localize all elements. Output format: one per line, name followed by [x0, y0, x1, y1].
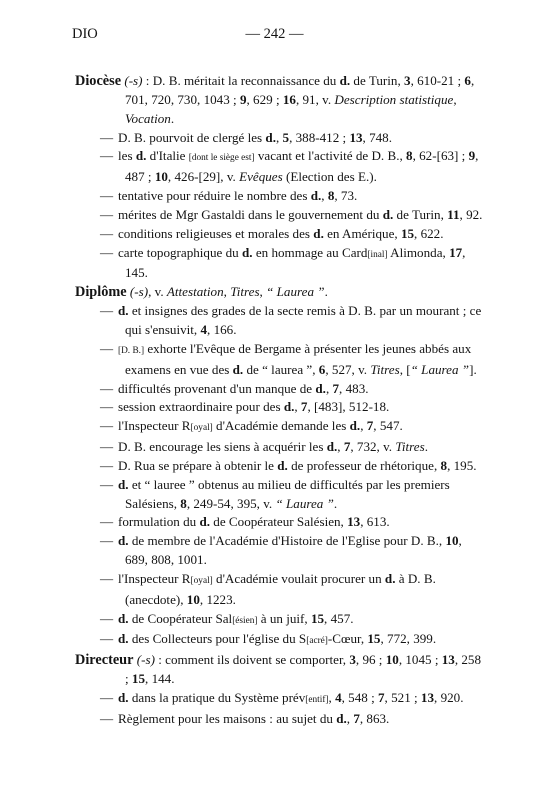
text-run: vacant et l'activité de D. B.,	[254, 148, 407, 164]
bold-ref: 9	[468, 148, 476, 164]
text-run: ,	[346, 710, 354, 726]
subentry-dash: —	[100, 380, 114, 396]
text-run: comment ils doivent se comporter,	[165, 652, 350, 668]
italic-ref: “ Laurea ”	[266, 284, 325, 300]
editorial-insertion: [ésien]	[232, 615, 258, 626]
bold-ref: 7	[353, 710, 360, 726]
bold-ref: d.	[313, 225, 324, 241]
bold-ref: 7	[332, 380, 340, 396]
bold-ref: 6	[464, 73, 471, 88]
headword-line: Directeur (-s) : comment ils doivent se comporter, 3, 96 ; 10, 1045 ; 13, 258 ; 15, 144.	[75, 652, 482, 687]
text-run: , 610-21 ;	[410, 73, 465, 88]
text-run: , 701, 720, 730, 1043 ;	[125, 73, 475, 107]
subentry-dash: —	[100, 188, 114, 204]
subentry	[75, 417, 485, 438]
index-entries	[75, 72, 485, 729]
text-run: difficultés provenant d'un manque de	[118, 380, 316, 396]
bold-ref: 4	[200, 321, 208, 337]
text-run: , 1223.	[199, 591, 236, 607]
bold-ref: 9	[239, 91, 247, 107]
bold-ref: 13	[349, 129, 363, 145]
bold-ref: 13	[441, 652, 455, 668]
subentry-dash: —	[100, 533, 114, 549]
text-run: dans la pratique du Système prév	[128, 690, 306, 705]
bold-ref: d.	[382, 206, 394, 222]
text-run: Règlement pour les maisons : au sujet du	[118, 710, 337, 726]
text-run: et insignes des grades de la secte remis à D. B. par un mourant ; ce qui s'ensuivit,	[125, 303, 482, 337]
subentry-dash: —	[100, 690, 114, 705]
text-run: , 258 ;	[125, 652, 482, 687]
plural-suffix: (-s)	[129, 284, 149, 300]
text-run: ,	[453, 91, 457, 107]
bold-ref: d.	[283, 399, 295, 415]
subentry	[75, 398, 485, 417]
text-run: .	[333, 495, 338, 511]
text-run: ,	[337, 439, 344, 455]
text-run: , 73.	[334, 188, 358, 204]
bold-ref: 7	[378, 690, 385, 705]
plural-suffix: (-s)	[124, 73, 143, 88]
text-run: de “ laurea ”,	[243, 361, 319, 377]
subentry	[75, 438, 485, 457]
text-run: session extraordinaire pour des	[118, 399, 284, 415]
headword-line: Diocèse (-s) : D. B. méritait la reconnaissance du d. de Turin, 3, 610-21 ; 6, 701, 720, 730, 1043 ; 9, 629 ; 16, 91, v. Description statistique, Vocation.	[75, 73, 475, 126]
subentry-dash: —	[100, 457, 114, 473]
editorial-insertion: [dont le siège est]	[188, 153, 255, 164]
text-run: les	[118, 148, 136, 164]
bold-ref: 7	[343, 439, 351, 455]
subentry	[75, 689, 485, 710]
text-run: formulation du	[118, 514, 200, 530]
text-run: D. B. encourage les siens à acquérir les	[118, 439, 327, 455]
bold-ref: 8	[180, 495, 187, 511]
bold-ref: 8	[440, 457, 448, 473]
subentry	[75, 476, 485, 514]
bold-ref: d.	[118, 610, 129, 626]
text-run: D. B. pourvoit de clergé les	[118, 129, 266, 145]
text-run: ,	[321, 188, 328, 204]
text-run: , 388-412 ;	[289, 129, 350, 145]
subentry-dash: —	[100, 148, 114, 164]
index-entry-diocèse	[75, 72, 485, 283]
bold-ref: 15	[131, 671, 146, 687]
bold-ref: 10	[154, 169, 168, 185]
subentry	[75, 380, 485, 399]
italic-ref: Titres	[230, 284, 260, 300]
italic-ref: Titres	[395, 439, 425, 455]
text-run: , 1045 ;	[398, 652, 442, 668]
bold-ref: 8	[327, 188, 335, 204]
text-run: -Cœur,	[327, 631, 368, 647]
subentry	[75, 570, 485, 610]
subentry	[75, 147, 485, 187]
bold-ref: 13	[420, 690, 435, 705]
italic-ref: “ Laurea ”	[410, 361, 470, 377]
text-run: , 62-[63] ;	[412, 148, 469, 164]
text-run: de Coopérateur Salésien,	[210, 514, 348, 530]
text-run: , 144.	[145, 671, 175, 687]
subentry-dash: —	[100, 206, 114, 222]
text-run: d'Académie voulait procurer un	[212, 570, 385, 586]
text-run: , 920.	[434, 690, 464, 705]
text-run: , 92.	[459, 206, 483, 222]
bold-ref: d.	[135, 148, 147, 164]
subentry-dash: —	[100, 399, 114, 415]
text-run: , 527, v.	[325, 361, 371, 377]
running-head	[72, 26, 477, 46]
headword-line: Diplôme (-s), v. Attestation, Titres, “ Laurea ”.	[75, 284, 328, 301]
text-run: D. B. méritait la reconnaissance du	[152, 73, 340, 88]
text-run: ,	[325, 380, 333, 396]
bold-ref: 5	[282, 129, 290, 145]
bold-ref: d.	[310, 188, 322, 204]
text-run: l'Inspecteur R	[118, 418, 191, 434]
subentry-dash: —	[100, 439, 114, 455]
subentry	[75, 513, 485, 532]
text-run: , 613.	[360, 514, 390, 530]
subentry	[75, 532, 485, 570]
index-entry-directeur	[75, 651, 485, 728]
subentry	[75, 302, 485, 340]
italic-ref: Titres	[370, 361, 400, 377]
bold-ref: 10	[186, 591, 200, 607]
text-run: ,	[360, 418, 367, 434]
editorial-insertion: [inal]	[367, 249, 388, 260]
bold-ref: d.	[118, 631, 129, 647]
bold-ref: 16	[282, 91, 296, 107]
bold-ref: d.	[384, 570, 396, 586]
italic-ref: Vocation	[125, 110, 171, 126]
text-run: , 457.	[324, 610, 354, 626]
text-run: , 548 ;	[341, 690, 378, 705]
text-run: exhorte l'Evêque de Bergame à présenter les jeunes abbés aux examens en vue des	[125, 340, 472, 377]
text-run: ,	[223, 284, 231, 300]
text-run: l'Inspecteur R	[118, 570, 191, 586]
text-run: en Amérique,	[323, 225, 401, 241]
bold-ref: 3	[404, 73, 411, 88]
text-run: ,	[294, 399, 301, 415]
subentry	[75, 610, 485, 631]
text-run: , 521 ;	[384, 690, 421, 705]
text-run: , 629 ;	[246, 91, 283, 107]
subentry-dash: —	[100, 631, 114, 647]
text-run: et “ lauree ” obtenus au milieu de difficultés par les premiers Salésiens,	[125, 476, 450, 511]
bold-ref: 10	[385, 652, 399, 668]
text-run: carte topographique du	[118, 244, 242, 260]
bold-ref: 4	[335, 690, 342, 705]
subentry-dash: —	[100, 244, 114, 260]
bold-ref: d.	[349, 418, 361, 434]
text-run: , 96 ;	[355, 652, 386, 668]
italic-ref: Description statistique	[334, 91, 454, 107]
text-run: , 195.	[447, 457, 477, 473]
italic-ref: Evêques	[239, 169, 283, 185]
bold-ref: d.	[339, 73, 351, 88]
editorial-insertion: [oyal]	[190, 423, 213, 434]
text-run: , 622.	[414, 225, 444, 241]
subentry-dash: —	[100, 303, 114, 319]
plural-suffix: (-s)	[136, 652, 155, 668]
text-run: d'Italie	[146, 148, 189, 164]
bold-ref: d.	[118, 476, 129, 492]
editorial-insertion: [D. B.]	[118, 345, 145, 356]
text-run: .	[324, 284, 328, 300]
text-run: , 689, 808, 1001.	[125, 533, 462, 568]
editorial-insertion: [entif]	[305, 695, 329, 705]
bold-ref: 7	[300, 399, 308, 415]
bold-ref: 7	[366, 418, 374, 434]
editorial-insertion: [oyal]	[190, 575, 213, 586]
bold-ref: d.	[315, 380, 326, 396]
bold-ref: 13	[347, 514, 361, 530]
subentry	[75, 340, 485, 380]
text-run: , 483.	[339, 380, 369, 396]
text-run: , 426-[29], v.	[167, 169, 240, 185]
text-run: , 863.	[359, 710, 390, 726]
text-run: , 166.	[207, 321, 237, 337]
editorial-insertion: [acré]	[306, 636, 328, 647]
italic-ref: “ Laurea ”	[275, 495, 334, 511]
bold-ref: d.	[118, 690, 129, 705]
bold-ref: 11	[447, 206, 460, 222]
subentry-dash: —	[100, 570, 114, 586]
text-run: Alimonda,	[387, 244, 450, 260]
headword: Diocèse	[75, 73, 122, 89]
bold-ref: 15	[310, 610, 325, 626]
index-entry-diplôme	[75, 283, 485, 651]
subentry	[75, 710, 485, 729]
text-run: d'Académie demande les	[212, 418, 350, 434]
text-run: , [	[399, 361, 411, 377]
bold-ref: 8	[406, 148, 413, 164]
subentry	[75, 457, 485, 476]
bold-ref: d.	[199, 514, 211, 530]
text-run: de professeur de rhétorique,	[287, 457, 441, 473]
headword: Directeur	[75, 652, 134, 669]
subentry-dash: —	[100, 610, 114, 626]
bold-ref: d.	[232, 361, 244, 377]
text-run: tentative pour réduire le nombre des	[118, 188, 311, 204]
bold-ref: 10	[445, 533, 459, 549]
text-run: .	[424, 439, 428, 455]
text-run: , [483], 512-18.	[307, 399, 390, 415]
text-run: D. Rua se prépare à obtenir le	[118, 457, 278, 473]
subentry-dash: —	[100, 514, 114, 530]
text-run: , 748.	[362, 129, 392, 145]
text-run: ,	[275, 129, 283, 145]
subentry	[75, 630, 485, 651]
subentry-dash: —	[100, 129, 114, 145]
text-run: ].	[469, 361, 477, 377]
text-run: en hommage au Card	[252, 244, 368, 260]
text-run: conditions religieuses et morales des	[118, 225, 314, 241]
bold-ref: 6	[318, 361, 326, 377]
text-run: des Collecteurs pour l'église du S	[128, 631, 307, 647]
bold-ref: d.	[336, 710, 347, 726]
text-run: , 732, v.	[350, 439, 396, 455]
text-run: à D. B. (anecdote),	[125, 570, 436, 607]
subentry-dash: —	[100, 225, 114, 241]
text-run: de membre de l'Académie d'Histoire de l'Eglise pour D. B.,	[128, 533, 446, 549]
text-run: mérites de Mgr Gastaldi dans le gouvernement du	[118, 206, 383, 222]
text-run: ,	[259, 284, 267, 300]
text-run: de Turin,	[350, 73, 405, 88]
text-run: de Coopérateur Sal	[128, 610, 233, 626]
subentry	[75, 129, 485, 148]
text-run: , 145.	[125, 244, 466, 281]
bold-ref: 15	[400, 225, 415, 241]
bold-ref: d.	[326, 439, 338, 455]
text-run: , 91, v.	[295, 91, 335, 107]
text-run: à un juif,	[257, 610, 311, 626]
bold-ref: d.	[277, 457, 288, 473]
text-run: , 249-54, 395, v.	[186, 495, 276, 511]
headword: Diplôme	[75, 284, 127, 301]
bold-ref: d.	[265, 129, 276, 145]
subentry-dash: —	[100, 418, 114, 434]
text-run: (Election des E.).	[282, 169, 377, 185]
bold-ref: 15	[367, 631, 381, 647]
bold-ref: 17	[449, 244, 463, 260]
text-run: de Turin,	[393, 206, 448, 222]
subentry	[75, 225, 485, 244]
subentry-dash: —	[100, 710, 114, 726]
bold-ref: d.	[118, 533, 129, 549]
page-number: — 242 —	[245, 26, 304, 42]
subentry-dash: —	[100, 476, 114, 492]
text-run: .	[170, 110, 175, 126]
running-head-letters: DIO	[72, 26, 98, 42]
bold-ref: d.	[241, 244, 253, 260]
subentry	[75, 206, 485, 225]
bold-ref: 3	[349, 652, 356, 668]
text-run: , 772, 399.	[380, 631, 437, 647]
subentry	[75, 244, 485, 284]
subentry	[75, 187, 485, 206]
text-run: , 547.	[373, 418, 403, 434]
subentry-dash: —	[100, 340, 114, 356]
bold-ref: d.	[118, 303, 129, 319]
italic-ref: Attestation	[166, 284, 224, 300]
text-run: , 487 ;	[125, 148, 479, 185]
text-run: ,	[328, 690, 336, 705]
